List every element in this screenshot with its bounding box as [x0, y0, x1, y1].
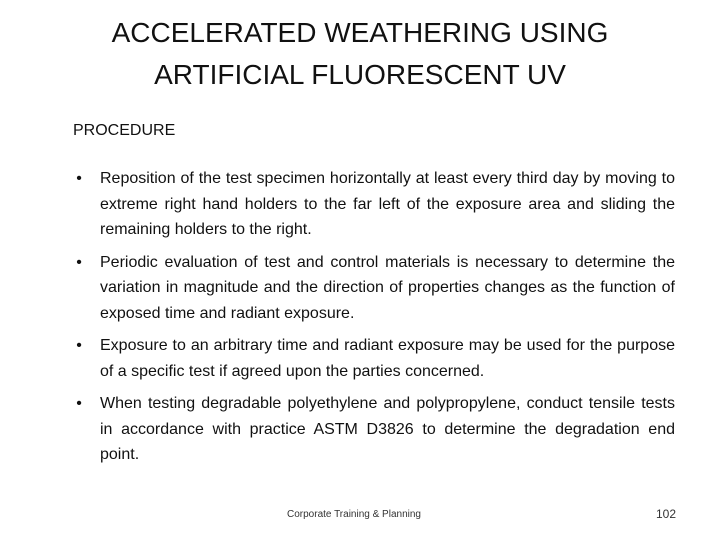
- bullet-item-degradable-testing: [72, 391, 675, 468]
- bullet-text: Periodic evaluation of test and control materials is necessary to determine the variation in magnitude and the direction of properties changes as the function of exposed time and radiant exposure.: [100, 253, 675, 322]
- bullet-text: Reposition of the test specimen horizontally at least every third day by moving to extreme right hand holders to the far left of the exposure area and sliding the remaining holders to the right.: [100, 170, 675, 238]
- section-heading: PROCEDURE: [73, 122, 176, 139]
- bullet-icon: •: [76, 337, 82, 354]
- footer-text: Corporate Training & Planning: [287, 509, 421, 520]
- bullet-text: Exposure to an arbitrary time and radiant exposure may be used for the purpose of a specific test if agreed upon the parties concerned.: [100, 337, 675, 380]
- bullet-icon: •: [76, 170, 82, 187]
- slide-title-line-1: ACCELERATED WEATHERING USING: [111, 17, 609, 48]
- page-number: 102: [656, 507, 677, 521]
- bullet-item-arbitrary-exposure: [72, 333, 675, 384]
- slide-title-line-2: ARTIFICIAL FLUORESCENT UV: [154, 59, 566, 90]
- bullet-list: [72, 166, 675, 475]
- bullet-icon: •: [76, 253, 82, 271]
- bullet-text: When testing degradable polyethylene and polypropylene, conduct tensile tests in accordance with practice ASTM D3826 to determine the degradation end point.: [100, 395, 675, 463]
- bullet-icon: •: [76, 395, 82, 412]
- slide-title: [60, 12, 660, 96]
- bullet-item-reposition: [72, 166, 675, 243]
- bullet-item-periodic-evaluation: [72, 250, 675, 327]
